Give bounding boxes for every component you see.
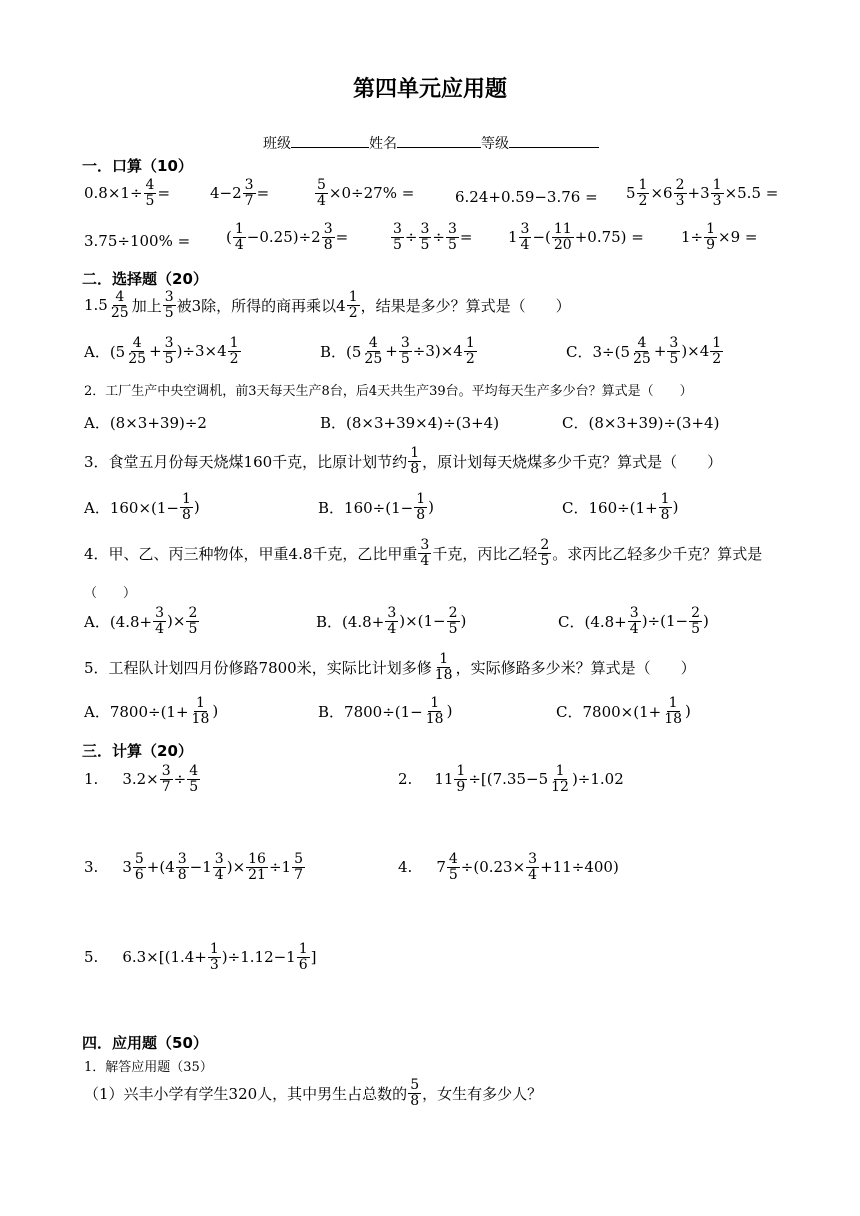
q4-option-c[interactable]: C．(4.8+ $\frac{3}{4}$ )÷(1− $\frac{2}{5}$ ) [558, 605, 709, 637]
section-choice: 二．选择题（20） [82, 270, 208, 288]
grade-blank[interactable] [509, 133, 599, 148]
class-blank[interactable] [291, 133, 369, 148]
oral-r1c2: 4−2 $\frac{3}{7}$ = [210, 177, 270, 209]
q3-option-c[interactable]: C．160÷(1+ $\frac{1}{8}$ ) [562, 491, 679, 523]
q2-option-c[interactable]: C．(8×3+39)÷(3+4) [562, 414, 720, 432]
oral-r2c5: 1÷ $\frac{1}{9}$ ×9 = [681, 221, 758, 253]
application-problem-1: （1）兴丰小学有学生320人，其中男生占总数的 5 8 ，女生有多少人？ [84, 1077, 543, 1109]
section-oral: 一．口算（10） [82, 157, 193, 175]
class-label: 班级 [263, 136, 291, 152]
oral-r1c3: $\frac{5}{4}$ ×0÷27% = [317, 177, 415, 209]
q3-option-b[interactable]: B．160÷(1− $\frac{1}{8}$ ) [318, 491, 434, 523]
oral-r2c3: $\frac{3}{5}$ ÷ $\frac{3}{5}$ ÷ $\frac{3}{5}$ = [393, 221, 473, 253]
q4-option-a[interactable]: A．(4.8+ $\frac{3}{4}$ )× $\frac{2}{5}$ [84, 605, 198, 637]
info-line [263, 133, 599, 153]
calc-4: 4. 7 $\frac{4}{5}$ ÷(0.23× $\frac{3}{4}$ +11÷400) [398, 851, 619, 883]
q5-option-a[interactable]: A．7800÷(1+ $\frac{1}{18}$ ) [84, 695, 219, 727]
oral-r1c4: 6.24+0.59−3.76 = [455, 188, 598, 206]
section-calc: 三．计算（20） [82, 742, 193, 760]
oral-r1c5: 5 $\frac{1}{2}$ ×6 2 3 +3 $\frac{1}{3}$ ×5.5 = [626, 177, 779, 209]
q2-text: 2．工厂生产中央空调机，前3天每天生产8台，后4天共生产39台。平均每天生产多少台？算式是（ ） [84, 384, 693, 399]
q1-text: 1.5 4 25 加上 3 5 被3除，所得的商再乘以4 1 2 ，结果是多少？算式是（ ） [84, 289, 571, 321]
oral-r1c1: 0.8×1÷ $\frac{4}{5}$ = [84, 177, 171, 209]
q3-option-a[interactable]: A．160×(1− $\frac{1}{8}$ ) [84, 491, 200, 523]
q5-option-b[interactable]: B．7800÷(1− $\frac{1}{18}$ ) [318, 695, 453, 727]
q5-option-c[interactable]: C．7800×(1+ $\frac{1}{18}$ ) [556, 695, 691, 727]
calc-1: 1. 3.2× $\frac{3}{7}$ ÷ $\frac{4}{5}$ [84, 763, 199, 795]
calc-3: 3. 3 5 6 +(4 3 8 −1 3 4 )× $\frac{16}{21}$ ÷1 5 7 [84, 851, 304, 883]
q4-text-paren: （ ） [84, 586, 137, 601]
q1-option-a[interactable]: A．(5 4 25 + $\frac{3}{5}$ )÷3×4 1 2 [84, 335, 239, 367]
oral-r2c1: 3.75÷100% = [84, 232, 191, 250]
q5-text: 5．工程队计划四月份修路7800米，实际比计划多修 1 18 ，实际修路多少米？算式是（ ） [84, 651, 696, 683]
oral-r2c2: ( 1 4 −0.25)÷2 $\frac{3}{8}$ = [226, 221, 349, 253]
application-subtitle: 1．解答应用题（35） [84, 1060, 213, 1075]
calc-5: 5. 6.3×[(1.4+ $\frac{1}{3}$ )÷1.12−1 1 6 ] [84, 941, 317, 973]
q1-option-b[interactable]: B．(5 4 25 + $\frac{3}{5}$ ÷3)×4 1 2 [320, 335, 475, 367]
name-label: 姓名 [369, 136, 397, 152]
section-application: 四．应用题（50） [82, 1034, 208, 1052]
q4-option-b[interactable]: B．(4.8+ $\frac{3}{4}$ )×(1− $\frac{2}{5}$ ) [316, 605, 467, 637]
oral-r2c4: 1 3 4 −( 11 20 +0.75) = [508, 221, 644, 253]
q1-option-c[interactable]: C．3÷(5 4 25 + $\frac{3}{5}$ )×4 1 2 [566, 335, 722, 367]
grade-label: 等级 [481, 136, 509, 152]
q3-text: 3．食堂五月份每天烧煤160千克，比原计划节约 1 8 ，原计划每天烧煤多少千克？算式是（ ） [84, 445, 723, 477]
q4-text: 4．甲、乙、丙三种物体，甲重4.8千克，乙比甲重 3 4 千克，丙比乙轻 2 5 。求丙比乙轻多少千克？算式是 [84, 537, 763, 569]
calc-2: 2. 11 $\frac{1}{9}$ ÷[(7.35−5 1 12 )÷1.02 [398, 763, 624, 795]
page-title: 第四单元应用题 [352, 77, 507, 102]
name-blank[interactable] [397, 133, 481, 148]
q2-option-b[interactable]: B．(8×3+39×4)÷(3+4) [320, 414, 500, 432]
q2-option-a[interactable]: A．(8×3+39)÷2 [84, 414, 207, 432]
